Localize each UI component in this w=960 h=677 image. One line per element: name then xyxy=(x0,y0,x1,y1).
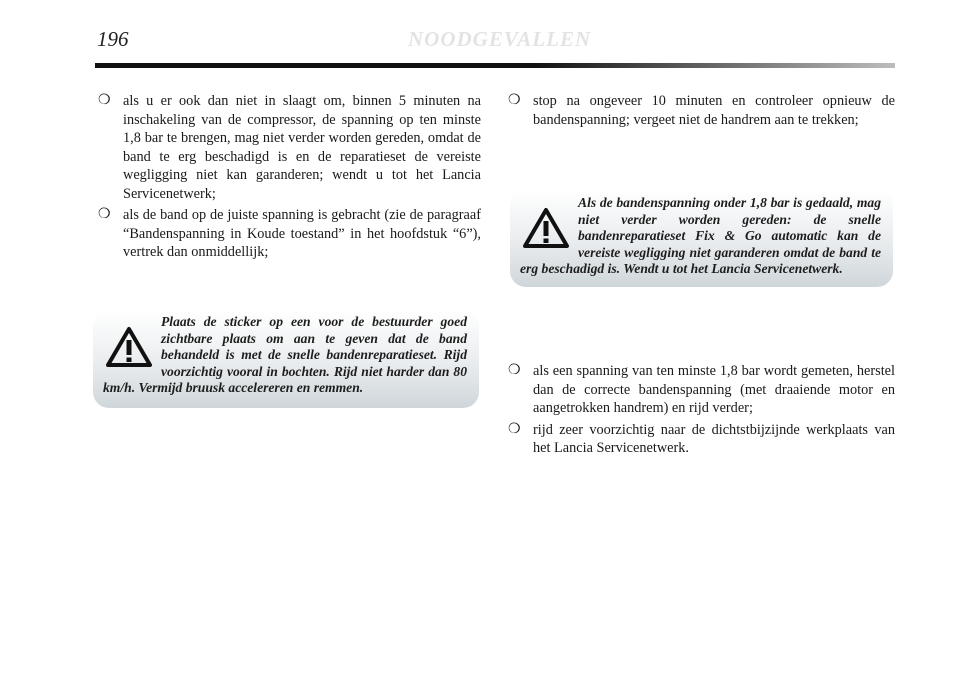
bullet-icon: ❍ xyxy=(508,93,521,108)
bullet-icon: ❍ xyxy=(508,363,521,378)
bullet-icon: ❍ xyxy=(98,207,111,222)
right-bullet-list-top xyxy=(508,92,895,129)
list-item xyxy=(98,206,481,262)
left-bullet-list xyxy=(98,92,481,262)
list-item-text: als de band op de juiste spanning is gebracht (zie de paragraaf “Bandenspanning in Koude toestand” in het hoofdstuk “6”), vertrek dan onmiddellijk; xyxy=(123,207,481,260)
list-item-text: stop na ongeveer 10 minuten en controleer opnieuw de bandenspanning; vergeet niet de handrem aan te trekken; xyxy=(533,93,895,128)
right-column-top xyxy=(508,92,895,132)
list-item xyxy=(98,92,481,203)
warning-triangle-icon xyxy=(522,207,570,249)
warning-box-sticker xyxy=(93,311,479,408)
list-item xyxy=(508,362,895,418)
warning-box-pressure xyxy=(510,189,893,287)
bullet-icon: ❍ xyxy=(508,421,521,437)
list-item xyxy=(508,92,895,129)
warning-text: Als de bandenspanning onder 1,8 bar is gedaald, mag niet verder worden gereden: de snelle bandenreparatieset Fix & Go automatic kan de vereiste wegligging niet garanderen omdat de band te erg beschadigd is. Wendt u tot het Lancia Servicenetwerk. xyxy=(520,195,881,276)
list-item xyxy=(508,421,895,458)
list-item-text: als u er ook dan niet in slaagt om, binnen 5 minuten na inschakeling van de compressor, de spanning op ten minste 1,8 bar te brengen, mag niet verder worden gereden, omdat de band te erg beschadigd is en de reparatieset de vereiste wegligging niet kan garanderen; wendt u tot het Lancia Servicenetwerk; xyxy=(123,93,481,202)
bullet-icon: ❍ xyxy=(98,93,111,108)
left-column xyxy=(98,92,481,265)
list-item-text: als een spanning van ten minste 1,8 bar wordt gemeten, herstel dan de correcte bandenspanning (met draaiende motor en aangetrokken handrem) en rijd verder; xyxy=(533,363,895,416)
right-column-bottom xyxy=(508,362,895,461)
warning-triangle-icon xyxy=(105,326,153,368)
list-item-text: rijd zeer voorzichtig naar de dichtstbijzijnde werkplaats van het Lancia Servicenetwerk. xyxy=(533,421,895,456)
warning-text: Plaats de sticker op een voor de bestuurder goed zichtbare plaats om aan te geven dat de band behandeld is met de snelle bandenreparatieset. Rijd voorzichtig vooral in bochten. Rijd niet harder dan 80 km/h. Vermijd bruusk accelereren en remmen. xyxy=(103,314,467,395)
page-number: 196 xyxy=(97,27,129,51)
chapter-title: NOODGEVALLEN xyxy=(408,27,592,51)
right-bullet-list-bottom xyxy=(508,362,895,458)
header-rule xyxy=(95,63,895,68)
